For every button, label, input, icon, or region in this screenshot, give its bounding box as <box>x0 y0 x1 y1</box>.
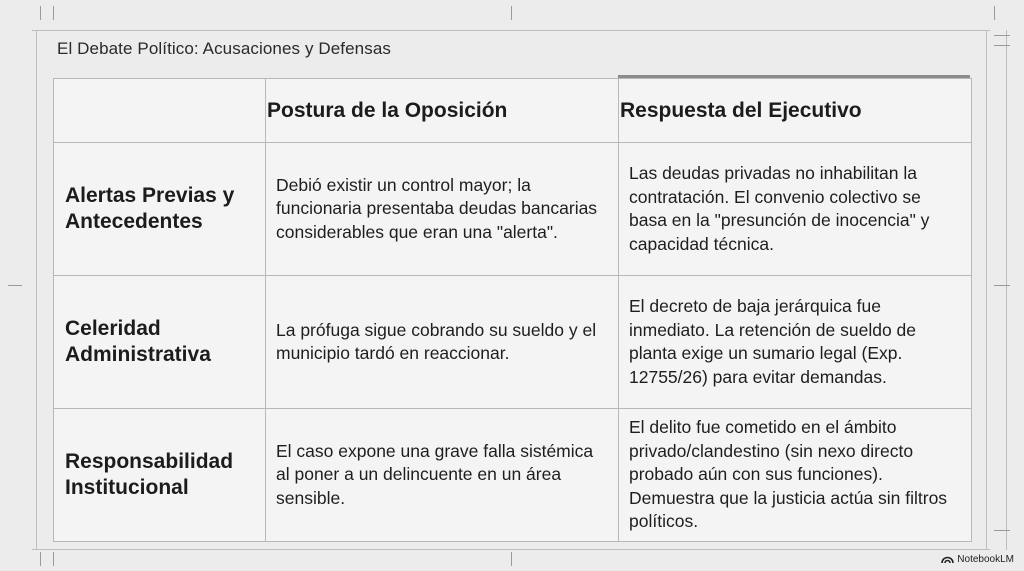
frame-top-line <box>32 30 990 31</box>
table-row <box>54 409 972 542</box>
frame-bottom-line <box>32 549 990 550</box>
notebooklm-logo <box>941 554 1014 565</box>
tick-mark <box>40 552 41 566</box>
column-header-oposicion: Postura de la Oposición <box>266 79 619 143</box>
frame-right-line <box>986 30 987 550</box>
frame-right-inner-line <box>1006 30 1007 550</box>
row-header: Celeridad Administrativa <box>54 276 266 409</box>
tick-mark <box>511 552 512 566</box>
table-header-row <box>54 79 972 143</box>
oposicion-cell: La prófuga sigue cobrando su sueldo y el municipio tardó en reaccionar. <box>266 276 619 409</box>
frame-left-line <box>36 30 37 550</box>
table-row <box>54 276 972 409</box>
tick-mark <box>53 552 54 566</box>
oposicion-cell: Debió existir un control mayor; la funcionaria presentaba deudas bancarias considerables que eran una "alerta". <box>266 143 619 276</box>
page-title: El Debate Político: Acusaciones y Defensas <box>57 39 391 58</box>
tick-mark <box>994 45 1010 46</box>
column-header-empty <box>54 79 266 143</box>
column-header-ejecutivo: Respuesta del Ejecutivo <box>619 79 972 143</box>
tick-mark <box>994 530 1010 531</box>
row-header: Alertas Previas y Antecedentes <box>54 143 266 276</box>
logo-text: NotebookLM <box>957 554 1014 565</box>
tick-mark <box>994 6 995 20</box>
notebooklm-icon <box>941 555 954 564</box>
table-row <box>54 143 972 276</box>
tick-mark <box>40 6 41 20</box>
ejecutivo-cell: El decreto de baja jerárquica fue inmediato. La retención de sueldo de planta exige un sumario legal (Exp. 12755/26) para evitar demandas. <box>619 276 972 409</box>
tick-mark <box>8 285 22 286</box>
tick-mark <box>511 6 512 20</box>
debate-table <box>53 78 972 542</box>
tick-mark <box>994 285 1010 286</box>
tick-mark <box>53 6 54 20</box>
oposicion-cell: El caso expone una grave falla sistémica al poner a un delincuente en un área sensible. <box>266 409 619 542</box>
ejecutivo-cell: Las deudas privadas no inhabilitan la contratación. El convenio colectivo se basa en la "presunción de inocencia" y capacidad técnica. <box>619 143 972 276</box>
row-header: Responsabilidad Institucional <box>54 409 266 542</box>
tick-mark <box>994 35 1010 36</box>
ejecutivo-cell: El delito fue cometido en el ámbito privado/clandestino (sin nexo directo probado aún con sus funciones). Demuestra que la justicia actúa sin filtros políticos. <box>619 409 972 542</box>
